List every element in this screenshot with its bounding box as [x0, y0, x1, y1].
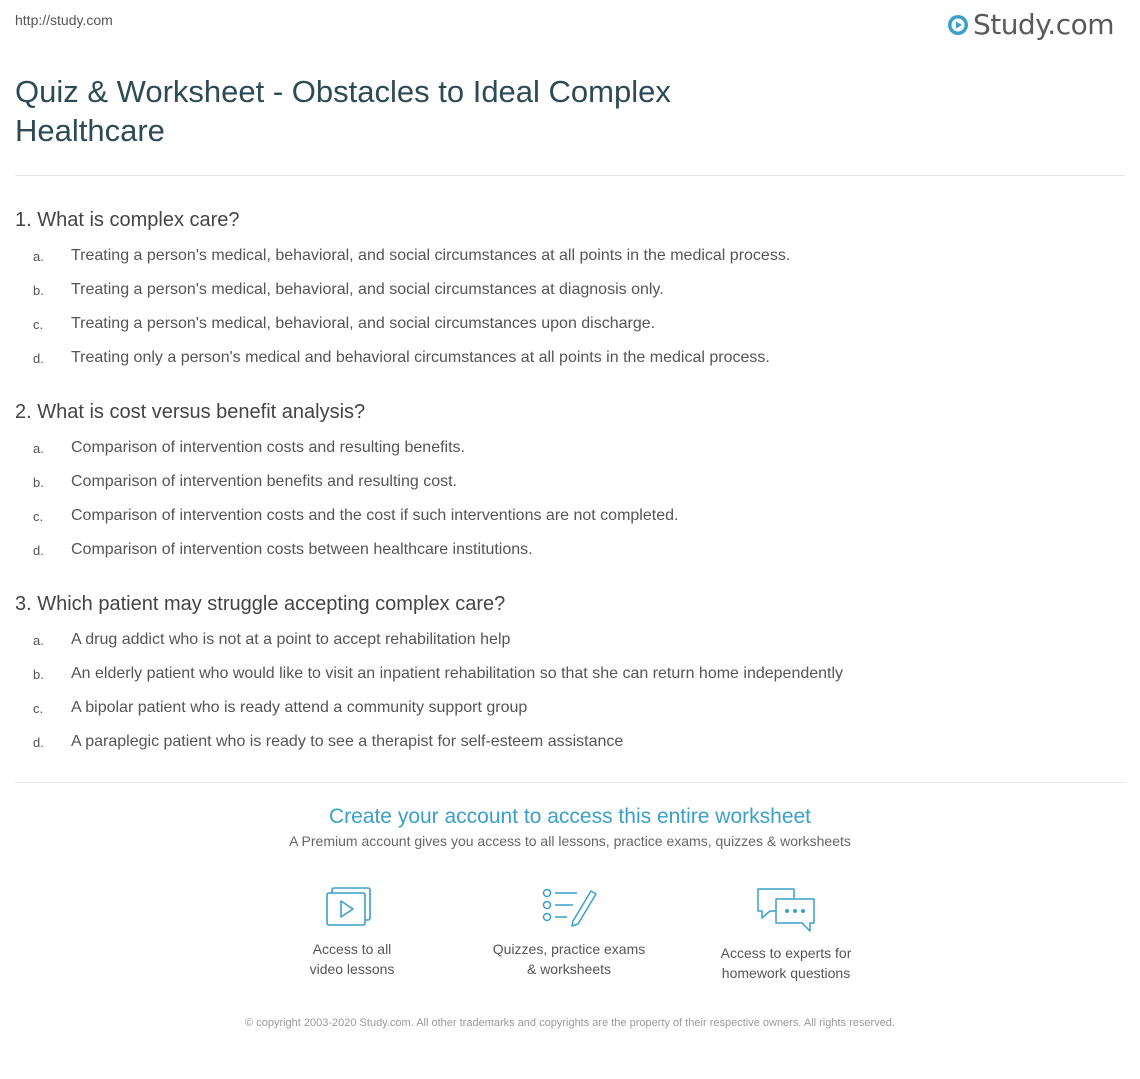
- feature-text: Access to experts for homework questions: [720, 945, 852, 981]
- video-lessons-icon: [322, 885, 382, 931]
- question-text: 1. What is complex care?: [15, 209, 240, 231]
- question-1: [15, 207, 1125, 375]
- signup-cta: [0, 805, 1140, 849]
- question-3: [15, 591, 1125, 759]
- answer-text: Comparison of intervention costs and resulting benefits.: [71, 439, 465, 456]
- answer-letter: c.: [33, 316, 44, 332]
- answer-option: [15, 725, 1125, 759]
- answer-text: Comparison of intervention benefits and resulting cost.: [71, 473, 457, 490]
- answer-option: [15, 431, 1125, 465]
- answer-option: [15, 341, 1125, 375]
- logo-text: Study.com: [972, 8, 1114, 41]
- chat-bubbles-icon: [754, 885, 818, 935]
- feature-text: Access to all video lessons: [309, 941, 395, 977]
- divider: [15, 782, 1125, 783]
- quiz-checklist-icon: [539, 885, 599, 931]
- feature-quizzes: [469, 885, 669, 979]
- question-text: 3. Which patient may struggle accepting complex care?: [15, 593, 506, 615]
- answer-option: [15, 623, 1125, 657]
- answer-text: Comparison of intervention costs between healthcare institutions.: [71, 541, 533, 558]
- study-logo[interactable]: [947, 8, 1114, 41]
- site-url[interactable]: http://study.com: [15, 12, 113, 28]
- divider: [15, 175, 1125, 176]
- answer-text: Comparison of intervention costs and the cost if such interventions are not completed.: [71, 507, 679, 524]
- question-text: 2. What is cost versus benefit analysis?: [15, 401, 366, 423]
- feature-video-lessons: [252, 885, 452, 979]
- feature-text: Quizzes, practice exams & worksheets: [492, 941, 646, 977]
- answer-letter: c.: [33, 508, 44, 524]
- answer-text: An elderly patient who would like to visit an inpatient rehabilitation so that she can return home independently: [71, 665, 844, 682]
- cta-heading-link[interactable]: Create your account to access this entire worksheet: [328, 805, 812, 828]
- answer-option: [15, 307, 1125, 341]
- answer-letter: c.: [33, 700, 44, 716]
- answer-letter: b.: [33, 282, 44, 298]
- answer-letter: b.: [33, 666, 44, 682]
- answer-text: A bipolar patient who is ready attend a community support group: [71, 699, 528, 716]
- answer-option: [15, 691, 1125, 725]
- answer-option: [15, 533, 1125, 567]
- answer-text: Treating only a person's medical and behavioral circumstances at all points in the medical process.: [71, 349, 770, 366]
- answer-text: Treating a person's medical, behavioral, and social circumstances at diagnosis only.: [71, 281, 664, 298]
- question-2: [15, 399, 1125, 567]
- answer-letter: a.: [33, 632, 44, 648]
- answer-letter: d.: [33, 350, 44, 366]
- answer-letter: d.: [33, 734, 44, 750]
- answer-text: A paraplegic patient who is ready to see a therapist for self-esteem assistance: [71, 733, 624, 750]
- answer-option: [15, 273, 1125, 307]
- answer-list: [15, 431, 1125, 567]
- answer-list: [15, 623, 1125, 759]
- answer-option: [15, 657, 1125, 691]
- answer-option: [15, 465, 1125, 499]
- play-logo-icon: [947, 14, 969, 36]
- answer-option: [15, 239, 1125, 273]
- copyright-footer: © copyright 2003-2020 Study.com. All other trademarks and copyrights are the property of their respective owners. All rights reserved.: [245, 1017, 895, 1029]
- answer-text: Treating a person's medical, behavioral, and social circumstances upon discharge.: [71, 315, 656, 332]
- answer-letter: a.: [33, 248, 44, 264]
- answer-list: [15, 239, 1125, 375]
- answer-text: Treating a person's medical, behavioral, and social circumstances at all points in the medical process.: [71, 247, 791, 264]
- page-title: Quiz & Worksheet - Obstacles to Ideal Complex Healthcare: [15, 74, 671, 148]
- answer-text: A drug addict who is not at a point to accept rehabilitation help: [71, 631, 511, 648]
- answer-letter: b.: [33, 474, 44, 490]
- feature-experts: [686, 885, 886, 983]
- cta-subheading: A Premium account gives you access to all lessons, practice exams, quizzes & worksheets: [289, 833, 851, 849]
- answer-letter: a.: [33, 440, 44, 456]
- answer-letter: d.: [33, 542, 44, 558]
- answer-option: [15, 499, 1125, 533]
